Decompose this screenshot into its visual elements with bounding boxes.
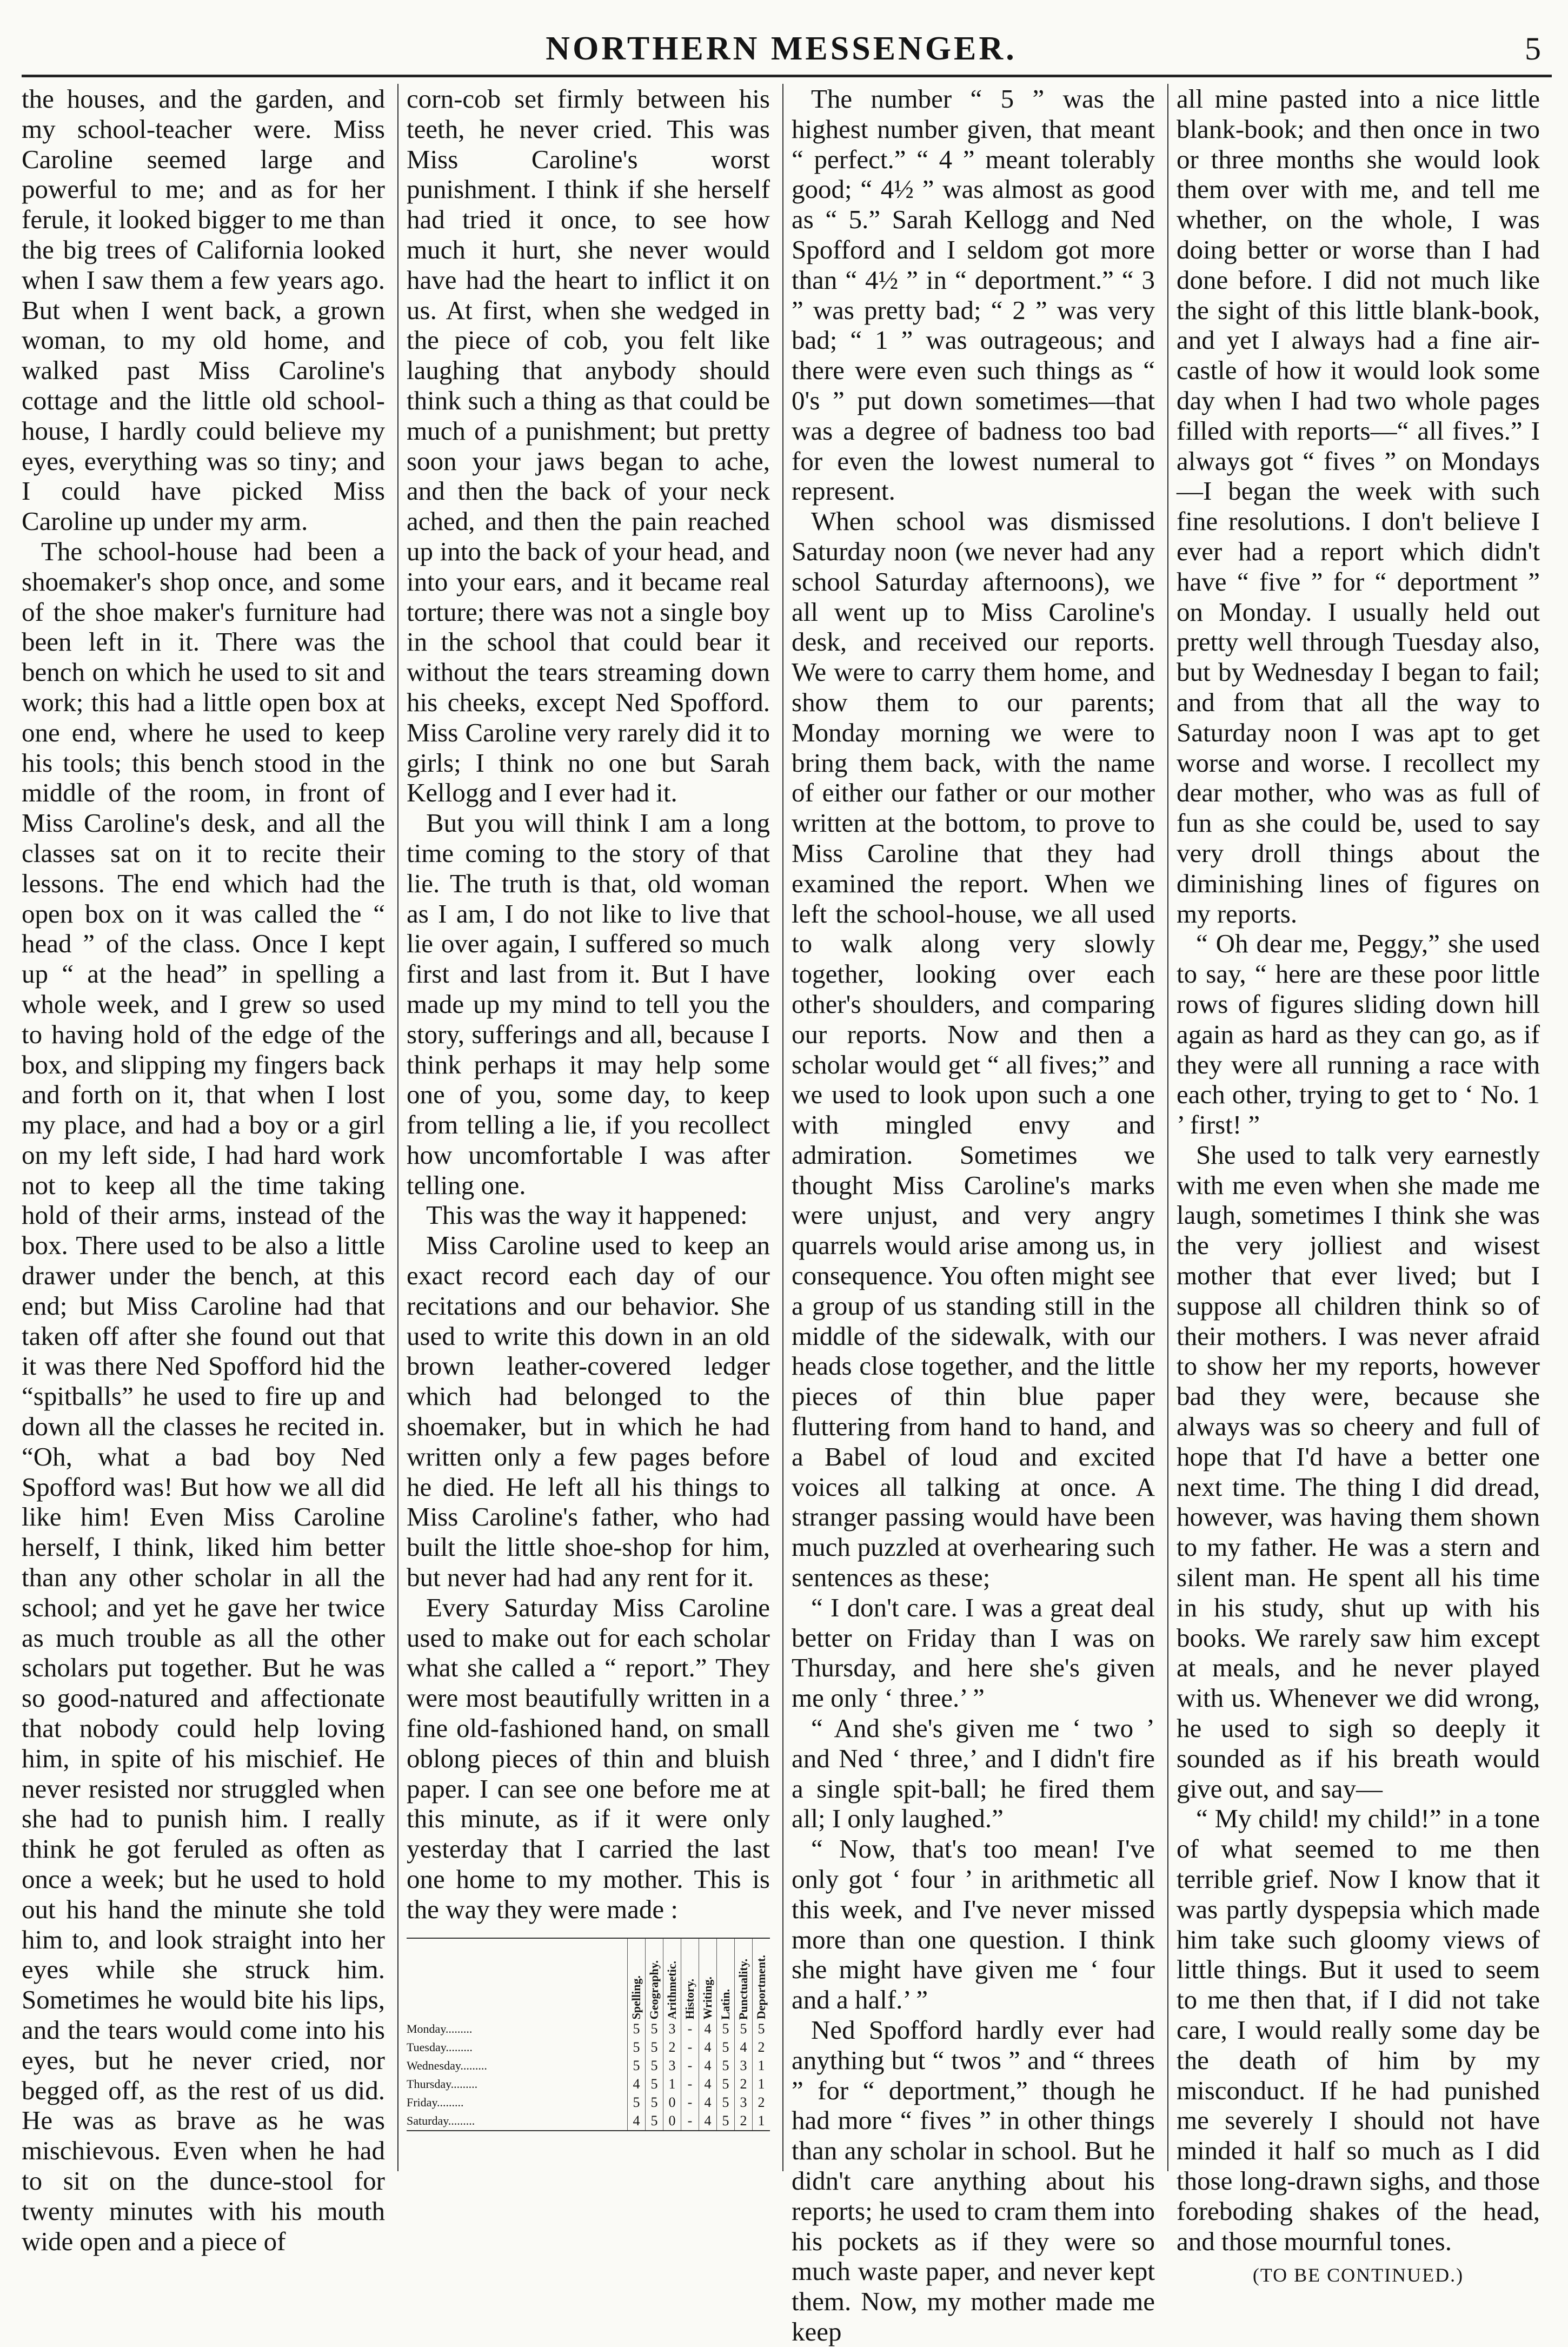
grade-cell: 5 xyxy=(646,2112,663,2131)
paragraph: Every Saturday Miss Caroline used to make out for each scholar what she called a “ report.” They were most beautifully written in a fine old-fashioned hand, on small oblong pieces of thin and bluish paper. I can see one before me at this minute, as if it were only yesterday that I carried the last one home to my mother. This is the way they were made : xyxy=(407,1592,770,1924)
table-header-row xyxy=(407,1938,770,2020)
paragraph: “ My child! my child!” in a tone of what seemed to me then terrible grief. Now I know that it was partly dyspepsia which made him take such gloomy views of little things. But it used to seem to me then that, if I did not take care, I would really some day be the death of him by my misconduct. If he had punished me severely I should not have minded it half so much as I did those long-drawn sighs, and those foreboding shakes of the head, and those mournful tones. xyxy=(1177,1804,1540,2256)
grade-cell: 4 xyxy=(735,2038,753,2057)
grade-cell: 3 xyxy=(735,2093,753,2112)
subject-header: Punctuality. xyxy=(735,1938,753,2020)
table-row xyxy=(407,2075,770,2093)
grade-cell: 5 xyxy=(628,2020,646,2038)
paragraph: the houses, and the garden, and my school-teacher were. Miss Caroline seemed large and powerful to me; and as for her ferule, it looked bigger to me than the big trees of California looked when I saw them a few years ago. But when I went back, a grown woman, to my old home, and walked past Miss Caroline's cottage and the little old school-house, I hardly could believe my eyes, everything was so tiny; and I could have picked Miss Caroline up under my arm. xyxy=(22,84,385,536)
grade-cell: 3 xyxy=(663,2020,681,2038)
grade-cell: - xyxy=(681,2020,699,2038)
column-divider xyxy=(397,84,398,2171)
subject-header: History. xyxy=(681,1938,699,2020)
grade-cell: 5 xyxy=(628,2038,646,2057)
paragraph: The school-house had been a shoemaker's shop once, and some of the shoe maker's furniture had been left in it. There was the bench on which he used to sit and work; this had a little open box at one end, where he used to keep his tools; this bench stood in the middle of the room, in front of Miss Caroline's desk, and all the classes sat on it to recite their lessons. The end which had the open box on it was called the “ head ” of the class. Once I kept up “ at the head” in spelling a whole week, and I grew so used to having hold of the edge of the box, and slipping my fingers back and forth on it, that when I lost my place, and had a boy or a girl on my left side, I had hard work not to keep all the time taking hold of their arms, instead of the box. There used to be also a little drawer under the bench, at this end; but Miss Caroline had that taken off after she found out that it was there Ned Spofford hid the “spitballs” he used to fire up and down all the classes he recited in. “Oh, what a bad boy Ned Spofford was! But how we all did like him! Even Miss Caroline herself, I think, liked him better than any other scholar in all the school; and yet he gave her twice as much trouble as all the other scholars put together. But he was so good-natured and affectionate that nobody could help loving him, in spite of his mischief. He never resisted nor struggled when she had to punish him. I really think he got feruled as often as once a week; but he used to hold out his hand the minute she told him to, and look straight into her eyes while she struck him. Sometimes he would bite his lips, and the tears would come into his eyes, but he never cried, nor begged off, as the rest of us did. He was as brave as he was mischievous. Even when he had to sit on the dunce-stool for twenty minutes with his mouth wide open and a piece of xyxy=(22,536,385,2256)
grade-cell: 1 xyxy=(753,2075,770,2093)
paragraph: Miss Caroline used to keep an exact record each day of our recitations and our behavior. She used to write this down in an old brown leather-covered ledger which had belonged to the shoemaker, but in which he had written only a few pages before he died. He left all his things to Miss Caroline's father, who had built the little shoe-shop for him, but never had had any rent for it. xyxy=(407,1230,770,1593)
grade-cell: 4 xyxy=(699,2112,717,2131)
table-row xyxy=(407,2038,770,2057)
column-divider xyxy=(782,84,783,2171)
table-row xyxy=(407,2020,770,2038)
paragraph: “ And she's given me ‘ two ’ and Ned ‘ three,’ and I didn't fire a single spit-ball; he fired them all; I only laughed.” xyxy=(792,1713,1155,1834)
masthead xyxy=(22,26,1541,71)
grade-cell: 2 xyxy=(663,2038,681,2057)
grade-cell: 5 xyxy=(628,2093,646,2112)
day-label: Tuesday......... xyxy=(407,2040,473,2054)
column-4 xyxy=(1177,84,1540,2286)
day-label: Friday......... xyxy=(407,2095,464,2109)
grade-cell: - xyxy=(681,2038,699,2057)
subject-header: Geography. xyxy=(646,1938,663,2020)
paragraph: “ I don't care. I was a great deal better on Friday than I was on Thursday, and here she's given me only ‘ three.’ ” xyxy=(792,1592,1155,1713)
grade-cell: 5 xyxy=(646,2020,663,2038)
header-rule xyxy=(22,75,1552,77)
grade-cell: 5 xyxy=(717,2112,735,2131)
grade-cell: 1 xyxy=(753,2057,770,2075)
grade-cell: 5 xyxy=(717,2093,735,2112)
grade-cell: 5 xyxy=(646,2038,663,2057)
grade-cell: 4 xyxy=(699,2093,717,2112)
table-row xyxy=(407,2057,770,2075)
grade-cell: 2 xyxy=(753,2093,770,2112)
paragraph: Ned Spofford hardly ever had anything but “ twos ” and “ threes ” for “ deportment,” though he had more “ fives ” in other things than any scholar in school. But he didn't care anything about his reports; he used to cram them into his pockets as if they were so much waste paper, and never kept them. Now, my mother made me keep xyxy=(792,2015,1155,2346)
day-label: Wednesday......... xyxy=(407,2058,487,2072)
paragraph: This was the way it happened: xyxy=(426,1200,748,1230)
table-row xyxy=(407,2112,770,2131)
subject-header: Latin. xyxy=(717,1938,735,2020)
grade-cell: 2 xyxy=(753,2038,770,2057)
column-2 xyxy=(407,84,770,2171)
day-label: Monday......... xyxy=(407,2021,473,2036)
subject-header: Spelling. xyxy=(628,1938,646,2020)
grade-cell: 5 xyxy=(646,2075,663,2093)
paragraph: When school was dismissed Saturday noon (we never had any school Saturday afternoons), we all went up to Miss Caroline's desk, and received our reports. We were to carry them home, and show them to our parents; Monday morning we were to bring them back, with the name of either our father or our mother written at the bottom, to prove to Miss Caroline that they had examined the report. When we left the school-house, we all used to walk along very slowly together, looking over each other's shoulders, and comparing our reports. Now and then a scholar would get “ all fives;” and we used to look upon such a one with mingled envy and admiration. Sometimes we thought Miss Caroline's marks were unjust, and very angry quarrels would arise among us, in consequence. You often might see a group of us standing still in the middle of the sidewalk, with our heads close together, and the little pieces of thin blue paper fluttering from hand to hand, and a Babel of loud and excited voices all talking at once. A stranger passing would have been much puzzled at overhearing such sentences as these; xyxy=(792,506,1155,1593)
grade-cell: - xyxy=(681,2075,699,2093)
paragraph: all mine pasted into a nice little blank-book; and then once in two or three months she would look them over with me, and tell me whether, on the whole, I was doing better or worse than I had done before. I did not much like the sight of this little blank-book, and yet I always had a fine air-castle of how it would look some day when I had two whole pages filled with reports—“ all fives.” I always got “ fives ” on Mondays—I began the week with such fine resolutions. I don't believe I ever had a report which didn't have “ five ” for “ deportment ” on Monday. I usually held out pretty well through Tuesday also, but by Wednesday I began to fail; and from that all the way to Saturday noon I was apt to get worse and worse. I recollect my dear mother, who was as full of fun as she could be, used to say very droll things about the diminishing lines of figures on my reports. xyxy=(1177,84,1540,929)
grade-cell: 2 xyxy=(735,2112,753,2131)
grade-cell: 3 xyxy=(663,2057,681,2075)
report-card-table xyxy=(407,1938,770,2131)
grade-cell: 4 xyxy=(628,2075,646,2093)
grade-cell: 5 xyxy=(717,2038,735,2057)
grade-cell: 5 xyxy=(646,2093,663,2112)
grade-cell: 4 xyxy=(699,2020,717,2038)
subject-header: Deportment. xyxy=(753,1938,770,2020)
grade-cell: 2 xyxy=(735,2075,753,2093)
table-row xyxy=(407,2093,770,2112)
grade-cell: 5 xyxy=(628,2057,646,2075)
paragraph: But you will think I am a long time coming to the story of that lie. The truth is that, old woman as I am, I do not like to live that lie over again, I suffered so much first and last from it. But I have made up my mind to tell you the story, sufferings and all, because I think perhaps it may help some one of you, some day, to keep from telling a lie, if you recollect how uncomfortable I was after telling one. xyxy=(407,808,770,1200)
grade-cell: - xyxy=(681,2112,699,2131)
grade-cell: 5 xyxy=(735,2020,753,2038)
grade-cell: 0 xyxy=(663,2112,681,2131)
subject-header: Arithmetic. xyxy=(663,1938,681,2020)
grade-cell: 1 xyxy=(753,2112,770,2131)
column-1 xyxy=(22,84,385,2256)
grade-cell: 5 xyxy=(717,2020,735,2038)
grade-cell: 5 xyxy=(753,2020,770,2038)
newspaper-title: NORTHERN MESSENGER. xyxy=(546,30,1017,67)
paragraph: “ Now, that's too mean! I've only got ‘ four ’ in arithmetic all this week, and I've never missed more than one question. I think she might have given me ‘ four and a half.’ ” xyxy=(792,1834,1155,2015)
day-label: Saturday......... xyxy=(407,2112,628,2131)
grade-cell: 3 xyxy=(735,2057,753,2075)
grade-cell: 0 xyxy=(663,2093,681,2112)
grade-cell: 5 xyxy=(717,2057,735,2075)
paragraph: The number “ 5 ” was the highest number given, that meant “ perfect.” “ 4 ” meant tolerably good; “ 4½ ” was almost as good as “ 5.” Sarah Kellogg and Ned Spofford and I seldom got more than “ 4½ ” in “ deportment.” “ 3 ” was pretty bad; “ 2 ” was very bad; “ 1 ” was outrageous; and there were even such things as “ 0's ” put down sometimes—that was a degree of badness too bad for even the lowest numeral to represent. xyxy=(792,84,1155,506)
grade-cell: 5 xyxy=(646,2057,663,2075)
grade-cell: 5 xyxy=(717,2075,735,2093)
page-number: 5 xyxy=(1525,31,1541,67)
to-be-continued: (TO BE CONTINUED.) xyxy=(1252,2264,1464,2286)
day-header xyxy=(407,1938,628,2020)
grade-cell: - xyxy=(681,2093,699,2112)
grade-cell: - xyxy=(681,2057,699,2075)
grade-cell: 4 xyxy=(628,2112,646,2131)
grade-cell: 4 xyxy=(699,2038,717,2057)
paragraph: corn-cob set firmly between his teeth, he never cried. This was Miss Caroline's worst punishment. I think if she herself had tried it once, to see how much it hurt, she never would have had the heart to inflict it on us. At first, when she wedged in the piece of cob, you felt like laughing that anybody should think such a thing as that could be much of a punishment; but pretty soon your jaws began to ache, and then the back of your neck ached, and then the pain reached up into the back of your head, and into your ears, and it became real torture; there was not a single boy in the school that could bear it without the tears streaming down his cheeks, except Ned Spofford. Miss Caroline very rarely did it to girls; I think no one but Sarah Kellogg and I ever had it. xyxy=(407,84,770,808)
paragraph: She used to talk very earnestly with me even when she made me laugh, sometimes I think she was the very jolliest and wisest mother that ever lived; but I suppose all children think so of their mothers. I was never afraid to show her my reports, however bad they were, because she always was so cheery and full of hope that I'd have a better one next time. The thing I did dread, however, was having them shown to my father. He was a stern and silent man. He spent all his time in his study, shut up with his books. We rarely saw him except at meals, and he never played with us. Whenever we did wrong, he used to sigh so deeply it sounded as if his breath would give out, and say— xyxy=(1177,1139,1540,1804)
grade-cell: 4 xyxy=(699,2075,717,2093)
column-divider xyxy=(1167,84,1168,2171)
grade-cell: 4 xyxy=(699,2057,717,2075)
day-label: Thursday......... xyxy=(407,2077,478,2091)
subject-header: Writing. xyxy=(699,1938,717,2020)
paragraph: “ Oh dear me, Peggy,” she used to say, “ here are these poor little rows of figures sliding down hill again as hard as they can go, as if they were all running a race with each other, trying to get to ‘ No. 1 ’ first! ” xyxy=(1177,929,1540,1140)
grade-cell: 1 xyxy=(663,2075,681,2093)
column-3 xyxy=(792,84,1155,2346)
